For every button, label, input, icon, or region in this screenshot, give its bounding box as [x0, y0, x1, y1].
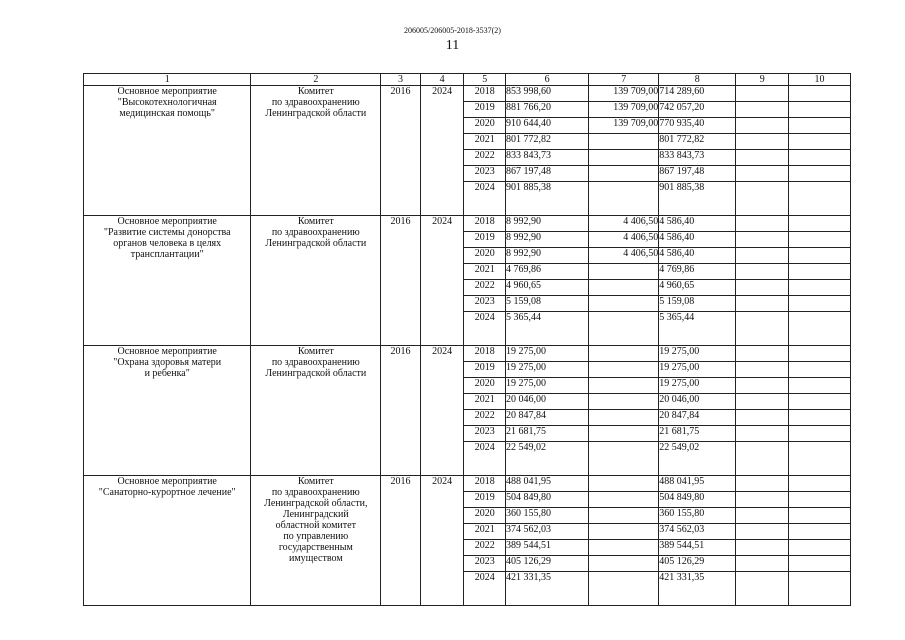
executor-name: Комитет по здравоохранению Ленинградской области — [251, 216, 381, 346]
table-row — [84, 476, 851, 492]
year-cell: 2021 — [464, 394, 506, 410]
total-cell: 8 992,90 — [506, 232, 589, 248]
column-number: 4 — [420, 74, 464, 86]
total-cell: 19 275,00 — [506, 378, 589, 394]
federal-cell — [589, 280, 659, 296]
column-number: 2 — [251, 74, 381, 86]
federal-cell — [589, 410, 659, 426]
col10-cell — [789, 492, 851, 508]
col9-cell — [736, 86, 789, 102]
col9-cell — [736, 248, 789, 264]
regional-cell: 4 586,40 — [659, 216, 736, 232]
col10-cell — [789, 426, 851, 442]
total-cell: 504 849,80 — [506, 492, 589, 508]
regional-cell: 421 331,35 — [659, 572, 736, 606]
total-cell: 881 766,20 — [506, 102, 589, 118]
regional-cell: 4 586,40 — [659, 248, 736, 264]
year-cell: 2019 — [464, 492, 506, 508]
federal-cell — [589, 508, 659, 524]
year-cell: 2020 — [464, 248, 506, 264]
federal-cell: 4 406,50 — [589, 232, 659, 248]
federal-cell — [589, 442, 659, 476]
table-row — [84, 216, 851, 232]
regional-cell: 360 155,80 — [659, 508, 736, 524]
total-cell: 4 960,65 — [506, 280, 589, 296]
year-cell: 2022 — [464, 410, 506, 426]
federal-cell — [589, 134, 659, 150]
col9-cell — [736, 166, 789, 182]
year-cell: 2019 — [464, 102, 506, 118]
regional-cell: 488 041,95 — [659, 476, 736, 492]
column-number-row — [84, 74, 851, 86]
federal-cell — [589, 572, 659, 606]
col9-cell — [736, 296, 789, 312]
table-row — [84, 346, 851, 362]
total-cell: 421 331,35 — [506, 572, 589, 606]
regional-cell: 20 847,84 — [659, 410, 736, 426]
federal-cell — [589, 150, 659, 166]
col10-cell — [789, 540, 851, 556]
column-number: 5 — [464, 74, 506, 86]
regional-cell: 742 057,20 — [659, 102, 736, 118]
col10-cell — [789, 476, 851, 492]
federal-cell — [589, 556, 659, 572]
col9-cell — [736, 476, 789, 492]
federal-cell — [589, 362, 659, 378]
col10-cell — [789, 346, 851, 362]
col10-cell — [789, 524, 851, 540]
document-id: 206005/206005-2018-3537(2) — [404, 26, 501, 35]
col10-cell — [789, 394, 851, 410]
col9-cell — [736, 492, 789, 508]
regional-cell: 19 275,00 — [659, 378, 736, 394]
year-cell: 2021 — [464, 264, 506, 280]
regional-cell: 19 275,00 — [659, 362, 736, 378]
year-cell: 2023 — [464, 296, 506, 312]
col10-cell — [789, 134, 851, 150]
total-cell: 19 275,00 — [506, 362, 589, 378]
column-number: 7 — [589, 74, 659, 86]
table-row — [84, 86, 851, 102]
end-year: 2024 — [420, 216, 464, 346]
federal-cell — [589, 426, 659, 442]
end-year: 2024 — [420, 346, 464, 476]
year-cell: 2024 — [464, 312, 506, 346]
column-number: 3 — [381, 74, 421, 86]
end-year: 2024 — [420, 86, 464, 216]
col9-cell — [736, 118, 789, 134]
year-cell: 2018 — [464, 476, 506, 492]
year-cell: 2018 — [464, 346, 506, 362]
year-cell: 2024 — [464, 572, 506, 606]
year-cell: 2021 — [464, 524, 506, 540]
regional-cell: 801 772,82 — [659, 134, 736, 150]
col10-cell — [789, 102, 851, 118]
col10-cell — [789, 410, 851, 426]
regional-cell: 389 544,51 — [659, 540, 736, 556]
col9-cell — [736, 134, 789, 150]
federal-cell — [589, 540, 659, 556]
regional-cell: 714 289,60 — [659, 86, 736, 102]
year-cell: 2020 — [464, 508, 506, 524]
year-cell: 2020 — [464, 378, 506, 394]
col9-cell — [736, 346, 789, 362]
col10-cell — [789, 182, 851, 216]
federal-cell — [589, 476, 659, 492]
col9-cell — [736, 410, 789, 426]
regional-cell: 867 197,48 — [659, 166, 736, 182]
column-number: 1 — [84, 74, 251, 86]
total-cell: 4 769,86 — [506, 264, 589, 280]
regional-cell: 374 562,03 — [659, 524, 736, 540]
col9-cell — [736, 556, 789, 572]
year-cell: 2024 — [464, 182, 506, 216]
executor-name: Комитет по здравоохранению Ленинградской области — [251, 86, 381, 216]
col9-cell — [736, 312, 789, 346]
federal-cell: 4 406,50 — [589, 248, 659, 264]
year-cell: 2024 — [464, 442, 506, 476]
total-cell: 867 197,48 — [506, 166, 589, 182]
total-cell: 8 992,90 — [506, 216, 589, 232]
col9-cell — [736, 150, 789, 166]
year-cell: 2021 — [464, 134, 506, 150]
col10-cell — [789, 216, 851, 232]
year-cell: 2022 — [464, 540, 506, 556]
total-cell: 389 544,51 — [506, 540, 589, 556]
start-year: 2016 — [381, 346, 421, 476]
regional-cell: 4 960,65 — [659, 280, 736, 296]
federal-cell — [589, 296, 659, 312]
executor-name: Комитет по здравоохранению Ленинградской области — [251, 346, 381, 476]
federal-cell: 139 709,00 — [589, 102, 659, 118]
start-year: 2016 — [381, 86, 421, 216]
activity-name: Основное мероприятие "Высокотехнологичная медицинская помощь" — [84, 86, 251, 216]
total-cell: 801 772,82 — [506, 134, 589, 150]
column-number: 8 — [659, 74, 736, 86]
executor-name: Комитет по здравоохранению Ленинградской области, Ленинградский областной комитет по управлению государственным имуществом — [251, 476, 381, 606]
regional-cell: 504 849,80 — [659, 492, 736, 508]
col10-cell — [789, 312, 851, 346]
federal-cell — [589, 346, 659, 362]
col10-cell — [789, 572, 851, 606]
col10-cell — [789, 296, 851, 312]
regional-cell: 19 275,00 — [659, 346, 736, 362]
col10-cell — [789, 264, 851, 280]
col9-cell — [736, 362, 789, 378]
activity-name: Основное мероприятие "Охрана здоровья матери и ребенка" — [84, 346, 251, 476]
total-cell: 5 159,08 — [506, 296, 589, 312]
year-cell: 2018 — [464, 86, 506, 102]
year-cell: 2019 — [464, 362, 506, 378]
col9-cell — [736, 426, 789, 442]
col10-cell — [789, 362, 851, 378]
total-cell: 5 365,44 — [506, 312, 589, 346]
total-cell: 901 885,38 — [506, 182, 589, 216]
federal-cell — [589, 166, 659, 182]
col9-cell — [736, 572, 789, 606]
total-cell: 21 681,75 — [506, 426, 589, 442]
total-cell: 20 046,00 — [506, 394, 589, 410]
federal-cell: 4 406,50 — [589, 216, 659, 232]
col10-cell — [789, 118, 851, 134]
col10-cell — [789, 150, 851, 166]
col10-cell — [789, 442, 851, 476]
activity-name: Основное мероприятие "Санаторно-курортное лечение" — [84, 476, 251, 606]
year-cell: 2022 — [464, 280, 506, 296]
regional-cell: 405 126,29 — [659, 556, 736, 572]
col10-cell — [789, 166, 851, 182]
col10-cell — [789, 378, 851, 394]
year-cell: 2018 — [464, 216, 506, 232]
total-cell: 360 155,80 — [506, 508, 589, 524]
regional-cell: 4 586,40 — [659, 232, 736, 248]
total-cell: 8 992,90 — [506, 248, 589, 264]
col10-cell — [789, 248, 851, 264]
total-cell: 910 644,40 — [506, 118, 589, 134]
year-cell: 2022 — [464, 150, 506, 166]
col9-cell — [736, 182, 789, 216]
column-number: 10 — [789, 74, 851, 86]
year-cell: 2023 — [464, 556, 506, 572]
total-cell: 20 847,84 — [506, 410, 589, 426]
col9-cell — [736, 540, 789, 556]
federal-cell — [589, 312, 659, 346]
total-cell: 19 275,00 — [506, 346, 589, 362]
total-cell: 22 549,02 — [506, 442, 589, 476]
col9-cell — [736, 102, 789, 118]
regional-cell: 21 681,75 — [659, 426, 736, 442]
federal-cell — [589, 182, 659, 216]
regional-cell: 22 549,02 — [659, 442, 736, 476]
federal-cell — [589, 524, 659, 540]
col9-cell — [736, 508, 789, 524]
col9-cell — [736, 232, 789, 248]
regional-cell: 4 769,86 — [659, 264, 736, 280]
regional-cell: 5 159,08 — [659, 296, 736, 312]
col10-cell — [789, 280, 851, 296]
federal-cell: 139 709,00 — [589, 118, 659, 134]
end-year: 2024 — [420, 476, 464, 606]
regional-cell: 5 365,44 — [659, 312, 736, 346]
column-number: 6 — [506, 74, 589, 86]
col10-cell — [789, 232, 851, 248]
col10-cell — [789, 508, 851, 524]
regional-cell: 770 935,40 — [659, 118, 736, 134]
federal-cell — [589, 264, 659, 280]
total-cell: 833 843,73 — [506, 150, 589, 166]
col9-cell — [736, 280, 789, 296]
activity-name: Основное мероприятие "Развитие системы донорства органов человека в целях трансплантации" — [84, 216, 251, 346]
regional-cell: 833 843,73 — [659, 150, 736, 166]
regional-cell: 901 885,38 — [659, 182, 736, 216]
federal-cell — [589, 492, 659, 508]
federal-cell: 139 709,00 — [589, 86, 659, 102]
federal-cell — [589, 394, 659, 410]
total-cell: 853 998,60 — [506, 86, 589, 102]
col9-cell — [736, 394, 789, 410]
col9-cell — [736, 264, 789, 280]
col9-cell — [736, 524, 789, 540]
year-cell: 2020 — [464, 118, 506, 134]
year-cell: 2019 — [464, 232, 506, 248]
total-cell: 488 041,95 — [506, 476, 589, 492]
year-cell: 2023 — [464, 166, 506, 182]
start-year: 2016 — [381, 476, 421, 606]
col9-cell — [736, 378, 789, 394]
col9-cell — [736, 216, 789, 232]
col9-cell — [736, 442, 789, 476]
program-table — [83, 73, 851, 606]
year-cell: 2023 — [464, 426, 506, 442]
total-cell: 374 562,03 — [506, 524, 589, 540]
regional-cell: 20 046,00 — [659, 394, 736, 410]
total-cell: 405 126,29 — [506, 556, 589, 572]
page-number: 11 — [445, 38, 460, 53]
col10-cell — [789, 86, 851, 102]
federal-cell — [589, 378, 659, 394]
col10-cell — [789, 556, 851, 572]
start-year: 2016 — [381, 216, 421, 346]
column-number: 9 — [736, 74, 789, 86]
